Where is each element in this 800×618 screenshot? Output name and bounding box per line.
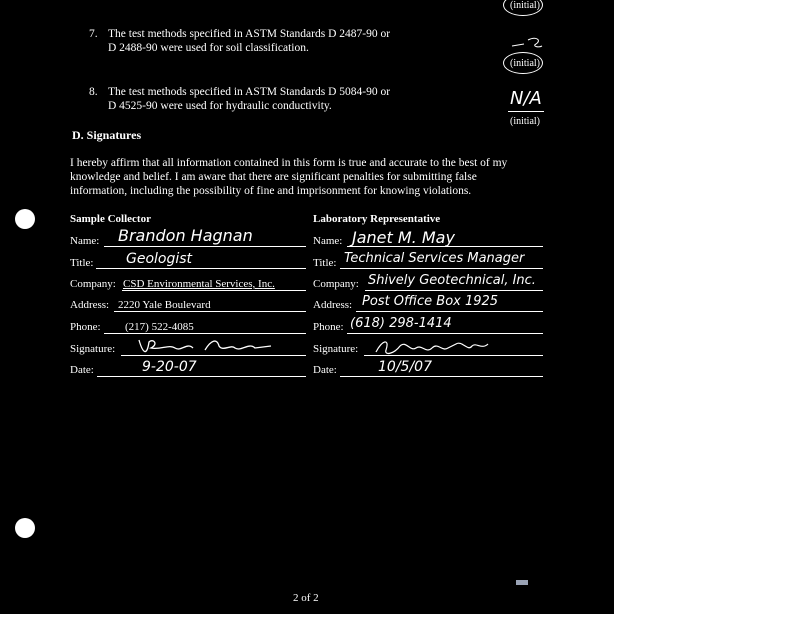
collector-address-line: [114, 311, 306, 312]
lab-phone-line: [347, 333, 543, 334]
collector-header: Sample Collector: [70, 213, 151, 225]
item-8-line1: The test methods specified in ASTM Standards D 5084-90 or: [108, 86, 391, 98]
lab-company-label: Company:: [313, 278, 359, 290]
item-8-line2: D 4525-90 were used for hydraulic conductivity.: [108, 100, 332, 112]
punch-hole-lower: [15, 518, 35, 538]
collector-date-line: [97, 376, 306, 377]
collector-date-value: 9-20-07: [142, 359, 197, 375]
affirm-line-3: information, including the possibility of fine and imprisonment for knowing violations.: [70, 185, 472, 197]
collector-name-line: [104, 246, 306, 247]
initial-label-top: (initial): [510, 0, 540, 11]
lab-phone-label: Phone:: [313, 321, 344, 333]
lab-title-line: [340, 268, 543, 269]
collector-title-label: Title:: [70, 257, 94, 269]
lab-name-label: Name:: [313, 235, 343, 247]
lab-title-label: Title:: [313, 257, 337, 269]
collector-signature-label: Signature:: [70, 343, 116, 355]
collector-phone-value: (217) 522-4085: [125, 321, 194, 333]
collector-company-label: Company:: [70, 278, 116, 290]
collector-address-value: 2220 Yale Boulevard: [118, 299, 211, 311]
lab-address-label: Address:: [313, 299, 353, 311]
lab-header: Laboratory Representative: [313, 213, 441, 225]
collector-title-value: Geologist: [126, 251, 193, 267]
lab-address-value: Post Office Box 1925: [362, 294, 499, 309]
collector-signature: [135, 334, 275, 360]
page-number: 2 of 2: [293, 592, 319, 604]
scan-mark: [516, 580, 528, 585]
collector-phone-label: Phone:: [70, 321, 101, 333]
lab-phone-value: (618) 298-1414: [350, 316, 452, 331]
affirm-line-2: knowledge and belief. I am aware that there are significant penalties for submitting false: [70, 171, 477, 183]
lab-date-value: 10/5/07: [378, 359, 432, 375]
collector-name-value: Brandon Hagnan: [118, 226, 253, 245]
lab-company-line: [365, 290, 543, 291]
item-7-line1: The test methods specified in ASTM Standards D 2487-90 or: [108, 28, 391, 40]
item-7-line2: D 2488-90 were used for soil classification.: [108, 42, 309, 54]
initial-label-item-8: (initial): [510, 116, 540, 127]
initial-label-item-7: (initial): [510, 58, 540, 69]
lab-signature: [372, 336, 492, 360]
item-7-number: 7.: [89, 28, 98, 40]
item-8-initial-line: [508, 111, 544, 112]
lab-name-value: Janet M. May: [352, 228, 455, 247]
section-title: D. Signatures: [72, 128, 142, 142]
lab-date-label: Date:: [313, 364, 337, 376]
collector-name-label: Name:: [70, 235, 100, 247]
lab-date-line: [340, 376, 543, 377]
item-7-initial-scribble: [506, 34, 546, 52]
collector-date-label: Date:: [70, 364, 94, 376]
item-8-number: 8.: [89, 86, 98, 98]
collector-title-line: [96, 268, 306, 269]
lab-title-value: Technical Services Manager: [344, 251, 525, 266]
lab-address-line: [356, 311, 543, 312]
item-8-na-mark: N/A: [510, 88, 542, 109]
punch-hole-upper: [15, 209, 35, 229]
collector-address-label: Address:: [70, 299, 110, 311]
collector-company-value: CSD Environmental Services, Inc.: [123, 278, 275, 290]
lab-company-value: Shively Geotechnical, Inc.: [368, 273, 536, 288]
affirm-line-1: I hereby affirm that all information contained in this form is true and accurate to the best of my: [70, 157, 508, 169]
collector-company-line: [122, 290, 306, 291]
lab-signature-label: Signature:: [313, 343, 359, 355]
